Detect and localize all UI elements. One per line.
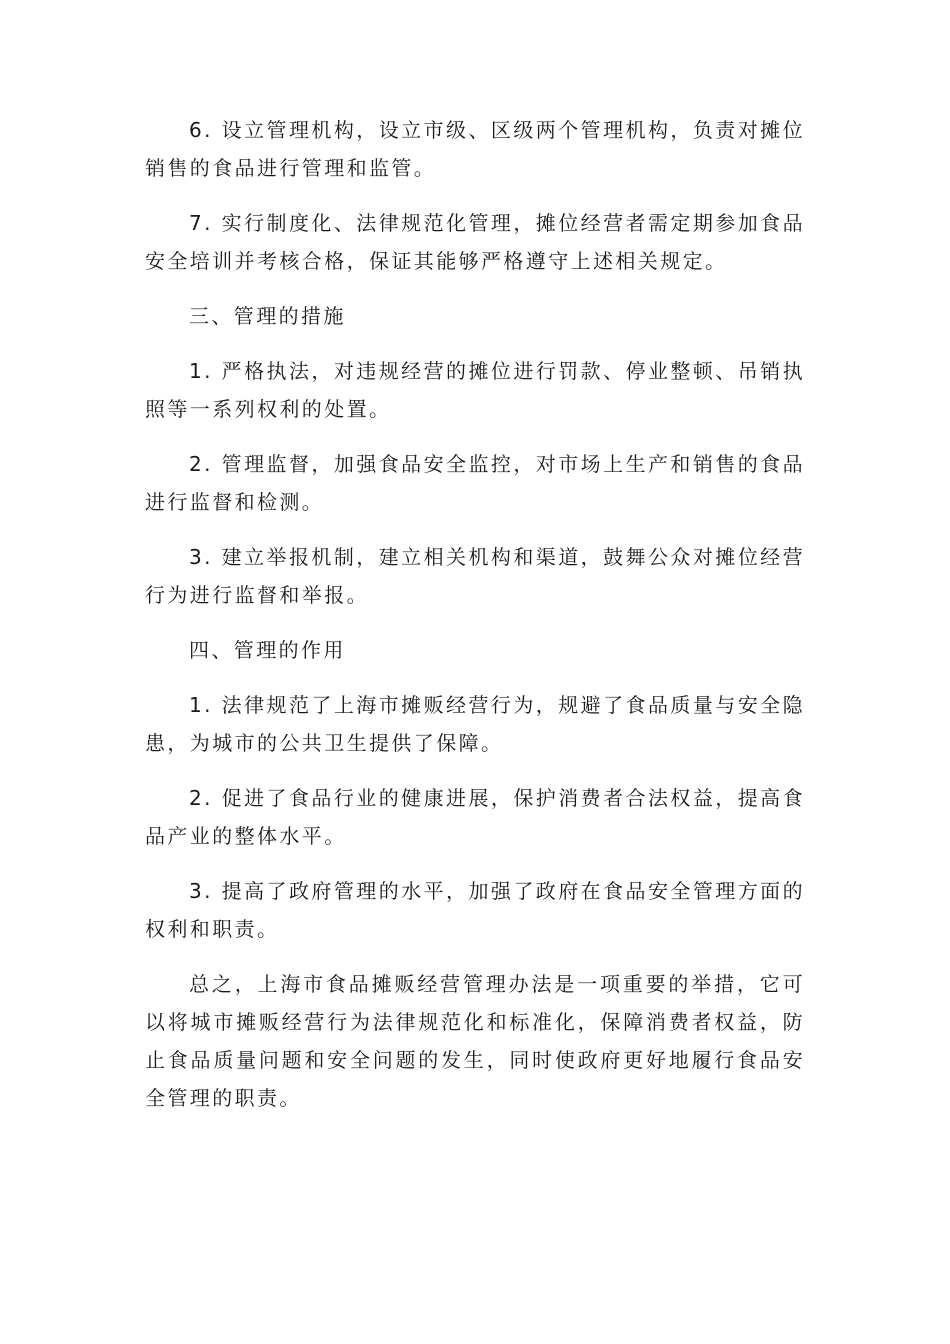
paragraph-item-6: 6. 设立管理机构，设立市级、区级两个管理机构，负责对摊位销售的食品进行管理和监管。: [145, 118, 805, 180]
paragraph-conclusion: 总之，上海市食品摊贩经营管理办法是一项重要的举措，它可以将城市摊贩经营行为法律规范化和标准化，保障消费者权益，防止食品质量问题和安全问题的发生，同时使政府更好地履行食品安全管理的职责。: [145, 972, 805, 1110]
paragraph-effect-1: 1. 法律规范了上海市摊贩经营行为，规避了食品质量与安全隐患，为城市的公共卫生提供了保障。: [145, 693, 805, 755]
section-heading-measures: 三、管理的措施: [189, 304, 346, 328]
paragraph-measure-1: 1. 严格执法，对违规经营的摊位进行罚款、停业整顿、吊销执照等一系列权利的处置。: [145, 359, 805, 421]
paragraph-measure-3: 3. 建立举报机制，建立相关机构和渠道，鼓舞公众对摊位经营行为进行监督和举报。: [145, 545, 805, 607]
paragraph-item-7: 7. 实行制度化、法律规范化管理，摊位经营者需定期参加食品安全培训并考核合格，保证其能够严格遵守上述相关规定。: [145, 211, 805, 273]
paragraph-measure-2: 2. 管理监督，加强食品安全监控，对市场上生产和销售的食品进行监督和检测。: [145, 452, 805, 514]
paragraph-effect-2: 2. 促进了食品行业的健康进展，保护消费者合法权益，提高食品产业的整体水平。: [145, 786, 805, 848]
document-body: [145, 111, 805, 1134]
section-heading-effects: 四、管理的作用: [189, 638, 346, 662]
paragraph-effect-3: 3. 提高了政府管理的水平，加强了政府在食品安全管理方面的权利和职责。: [145, 879, 805, 941]
